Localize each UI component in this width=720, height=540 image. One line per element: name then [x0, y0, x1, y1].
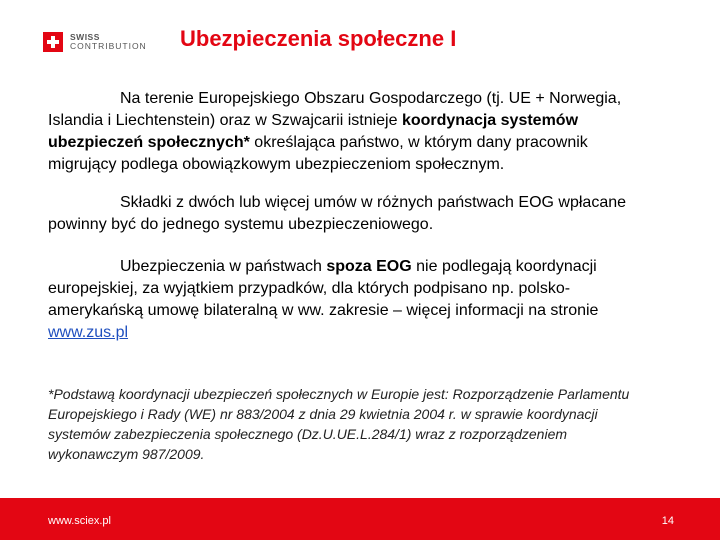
slide-content: [48, 88, 648, 464]
paragraph-3-text-a: Ubezpieczenia w państwach: [120, 258, 327, 275]
paragraph-non-eea: [48, 256, 648, 344]
logo-line-2: CONTRIBUTION: [70, 41, 147, 51]
footnote: *Podstawą koordynacji ubezpieczeń społecznych w Europie jest: Rozporządzenie Parlamentu Europejskiego i Rady (WE) nr 883/2004 z dnia 29 kwietnia 2004 r. w sprawie koordynacji systemów zabezpieczenia społecznego (Dz.U.UE.L.284/1) wraz z rozporządzeniem wykonawczym 987/2009.: [48, 386, 630, 462]
footer-bar: [0, 498, 720, 540]
paragraph-1-text-b: określająca państwo, w którym dany pracownik migrujący podlega obowiązkowym ubezpieczeniom społecznym.: [48, 134, 588, 173]
page-title: Ubezpieczenia społeczne I: [180, 26, 457, 51]
paragraph-1-bold: koordynacja systemów ubezpieczeń społecznych*: [48, 112, 579, 151]
page-number: 14: [661, 515, 674, 527]
paragraph-3-text-b: nie podlegają koordynacji europejskiej, za wyjątkiem przypadków, dla których podpisano np. polsko-amerykańską umowę bilateralną w ww. zakresie – więcej informacji na stronie: [48, 258, 599, 319]
paragraph-contributions: Składki z dwóch lub więcej umów w różnych państwach EOG wpłacane powinny być do jednego systemu ubezpieczeniowego.: [48, 194, 627, 233]
paragraph-coordination: [48, 88, 648, 176]
footer-url: www.sciex.pl: [48, 515, 111, 527]
logo-line-1: SWISS: [70, 32, 100, 42]
zus-link[interactable]: www.zus.pl: [48, 324, 129, 341]
swiss-cross-icon: [43, 32, 63, 52]
paragraph-1-text-a: Na terenie Europejskiego Obszaru Gospodarczego (tj. UE + Norwegia, Islandia i Liechtenstein) oraz w Szwajcarii istnieje: [48, 90, 622, 129]
swiss-contribution-logo: [43, 30, 148, 54]
paragraph-3-bold: spoza EOG: [326, 258, 412, 275]
